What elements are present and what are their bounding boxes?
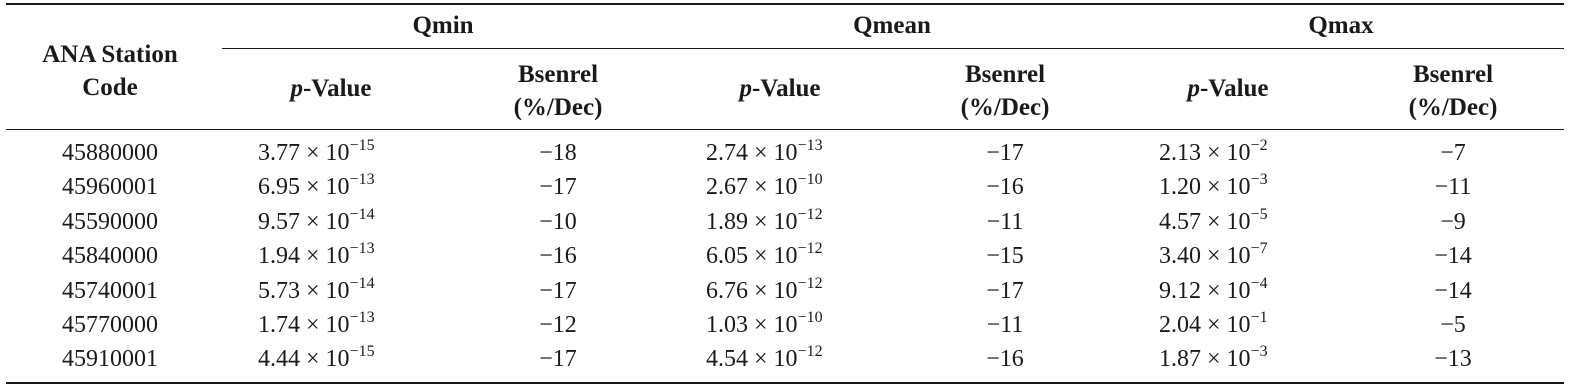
bsenrel-cell-qmin: −12 <box>539 312 577 338</box>
bsenrel-cell-qmax: −14 <box>1434 243 1472 270</box>
bsenrel-line1: Bsenrel <box>964 61 1046 88</box>
pvalue-exponent: −5 <box>1250 205 1268 223</box>
pvalue-cell-qmax <box>1159 137 1268 167</box>
pvalue-mantissa: 4.54 × 10 <box>706 346 798 373</box>
p-symbol: p <box>739 75 752 102</box>
station-code-cell: 45770000 <box>62 312 158 338</box>
p-label-rest: -Value <box>302 75 372 102</box>
group-header-qmean: Qmean <box>853 12 931 39</box>
bsenrel-cell-qmean: −15 <box>986 243 1024 270</box>
bsenrel-cell-qmean: −17 <box>986 277 1024 304</box>
bsenrel-cell-qmax: −14 <box>1434 277 1472 304</box>
station-code-cell: 45740001 <box>62 277 158 304</box>
station-code-cell: 45840000 <box>62 243 158 270</box>
pvalue-mantissa: 4.44 × 10 <box>258 346 350 373</box>
bsenrel-cell-qmax: −13 <box>1434 346 1472 373</box>
pvalue-mantissa: 1.03 × 10 <box>706 312 798 338</box>
bsenrel-cell-qmin: −16 <box>539 243 577 270</box>
pvalue-exponent: −14 <box>349 205 375 223</box>
pvalue-mantissa: 3.40 × 10 <box>1159 243 1251 270</box>
bsenrel-line1: Bsenrel <box>517 61 599 88</box>
bsenrel-cell-qmin: −10 <box>539 208 577 235</box>
pvalue-mantissa: 1.87 × 10 <box>1159 346 1251 373</box>
subheader-pvalue-qmin <box>290 75 371 103</box>
bsenrel-cell-qmax: −11 <box>1434 174 1472 201</box>
bsenrel-cell-qmean: −11 <box>986 208 1024 235</box>
pvalue-mantissa: 1.74 × 10 <box>258 312 350 338</box>
group-header-qmax: Qmax <box>1308 12 1374 39</box>
header-rule <box>6 129 1564 130</box>
station-code-cell: 45910001 <box>62 346 158 373</box>
pvalue-cell-qmin <box>258 240 375 270</box>
header-station-line2: Code <box>82 74 138 101</box>
pvalue-mantissa: 6.05 × 10 <box>706 243 798 270</box>
bottom-rule <box>6 382 1564 384</box>
p-symbol: p <box>1187 75 1200 102</box>
pvalue-exponent: −12 <box>797 240 823 258</box>
pvalue-cell-qmin <box>258 343 375 373</box>
pvalue-cell-qmax <box>1159 240 1268 270</box>
top-rule <box>6 3 1564 5</box>
pvalue-cell-qmax <box>1159 274 1268 305</box>
bsenrel-cell-qmin: −17 <box>539 174 577 201</box>
pvalue-exponent: −4 <box>1250 274 1268 292</box>
pvalue-mantissa: 4.57 × 10 <box>1159 208 1251 235</box>
station-code-cell: 45960001 <box>62 174 158 201</box>
pvalue-exponent: −10 <box>797 309 823 326</box>
pvalue-mantissa: 1.89 × 10 <box>706 208 798 235</box>
subheader-pvalue-qmean <box>739 75 820 103</box>
subheader-bsenrel-qmax <box>1409 58 1498 124</box>
group-rule <box>222 48 1564 49</box>
pvalue-exponent: −13 <box>797 137 823 154</box>
pvalue-mantissa: 1.94 × 10 <box>258 243 350 270</box>
pvalue-mantissa: 2.67 × 10 <box>706 174 798 201</box>
pvalue-cell-qmin <box>258 171 375 201</box>
bsenrel-cell-qmin: −17 <box>539 346 577 373</box>
bsenrel-line1: Bsenrel <box>1412 61 1494 88</box>
header-station-line1: ANA Station <box>42 41 178 68</box>
pvalue-cell-qmean <box>706 171 823 201</box>
pvalue-exponent: −10 <box>797 171 823 189</box>
pvalue-mantissa: 2.74 × 10 <box>706 140 798 166</box>
pvalue-cell-qmax <box>1159 171 1268 201</box>
pvalue-exponent: −13 <box>349 309 375 326</box>
pvalue-mantissa: 5.73 × 10 <box>258 277 350 304</box>
pvalue-exponent: −3 <box>1250 343 1268 361</box>
pvalue-cell-qmin <box>258 274 375 305</box>
p-label-rest: -Value <box>751 75 821 102</box>
pvalue-exponent: −3 <box>1250 171 1268 189</box>
pvalue-mantissa: 6.76 × 10 <box>706 277 798 304</box>
bsenrel-cell-qmax: −7 <box>1440 140 1466 166</box>
p-label-rest: -Value <box>1199 75 1269 102</box>
pvalue-cell-qmax <box>1159 205 1268 236</box>
bsenrel-cell-qmean: −16 <box>986 346 1024 373</box>
bsenrel-cell-qmean: −16 <box>986 174 1024 201</box>
pvalue-exponent: −12 <box>797 274 823 292</box>
pvalue-exponent: −15 <box>349 343 375 361</box>
bsenrel-cell-qmin: −17 <box>539 277 577 304</box>
pvalue-exponent: −1 <box>1250 309 1268 326</box>
pvalue-cell-qmean <box>706 343 823 373</box>
bsenrel-line2: (%/Dec) <box>1408 94 1498 121</box>
pvalue-exponent: −14 <box>349 274 375 292</box>
bsenrel-cell-qmax: −9 <box>1440 208 1466 235</box>
pvalue-cell-qmean <box>706 205 823 236</box>
pvalue-mantissa: 3.77 × 10 <box>258 140 350 166</box>
pvalue-exponent: −13 <box>349 240 375 258</box>
pvalue-cell-qmax <box>1159 343 1268 373</box>
bsenrel-line2: (%/Dec) <box>960 94 1050 121</box>
pvalue-mantissa: 9.12 × 10 <box>1159 277 1251 304</box>
pvalue-cell-qmean <box>706 274 823 305</box>
pvalue-mantissa: 2.13 × 10 <box>1159 140 1251 166</box>
pvalue-cell-qmin <box>258 137 375 167</box>
subheader-bsenrel-qmin <box>514 58 603 124</box>
pvalue-exponent: −13 <box>349 171 375 189</box>
bsenrel-line2: (%/Dec) <box>513 94 603 121</box>
subheader-bsenrel-qmean <box>961 58 1050 124</box>
pvalue-exponent: −7 <box>1250 240 1268 258</box>
pvalue-cell-qmin <box>258 309 375 339</box>
pvalue-cell-qmin <box>258 205 375 236</box>
group-header-qmin: Qmin <box>412 12 474 39</box>
pvalue-exponent: −12 <box>797 343 823 361</box>
bsenrel-cell-qmax: −5 <box>1440 312 1466 338</box>
pvalue-cell-qmean <box>706 309 823 339</box>
pvalue-mantissa: 9.57 × 10 <box>258 208 350 235</box>
pvalue-cell-qmean <box>706 137 823 167</box>
pvalue-cell-qmean <box>706 240 823 270</box>
header-station <box>42 38 177 104</box>
pvalue-exponent: −12 <box>797 205 823 223</box>
pvalue-mantissa: 2.04 × 10 <box>1159 312 1251 338</box>
pvalue-exponent: −15 <box>349 137 375 154</box>
pvalue-mantissa: 6.95 × 10 <box>258 174 350 201</box>
pvalue-cell-qmax <box>1159 309 1268 339</box>
bsenrel-cell-qmin: −18 <box>539 140 577 166</box>
bsenrel-cell-qmean: −17 <box>986 140 1024 166</box>
pvalue-exponent: −2 <box>1250 137 1268 154</box>
subheader-pvalue-qmax <box>1187 75 1268 103</box>
station-code-cell: 45590000 <box>62 208 158 235</box>
station-code-cell: 45880000 <box>62 140 158 166</box>
p-symbol: p <box>290 75 303 102</box>
bsenrel-cell-qmean: −11 <box>986 312 1024 338</box>
pvalue-mantissa: 1.20 × 10 <box>1159 174 1251 201</box>
